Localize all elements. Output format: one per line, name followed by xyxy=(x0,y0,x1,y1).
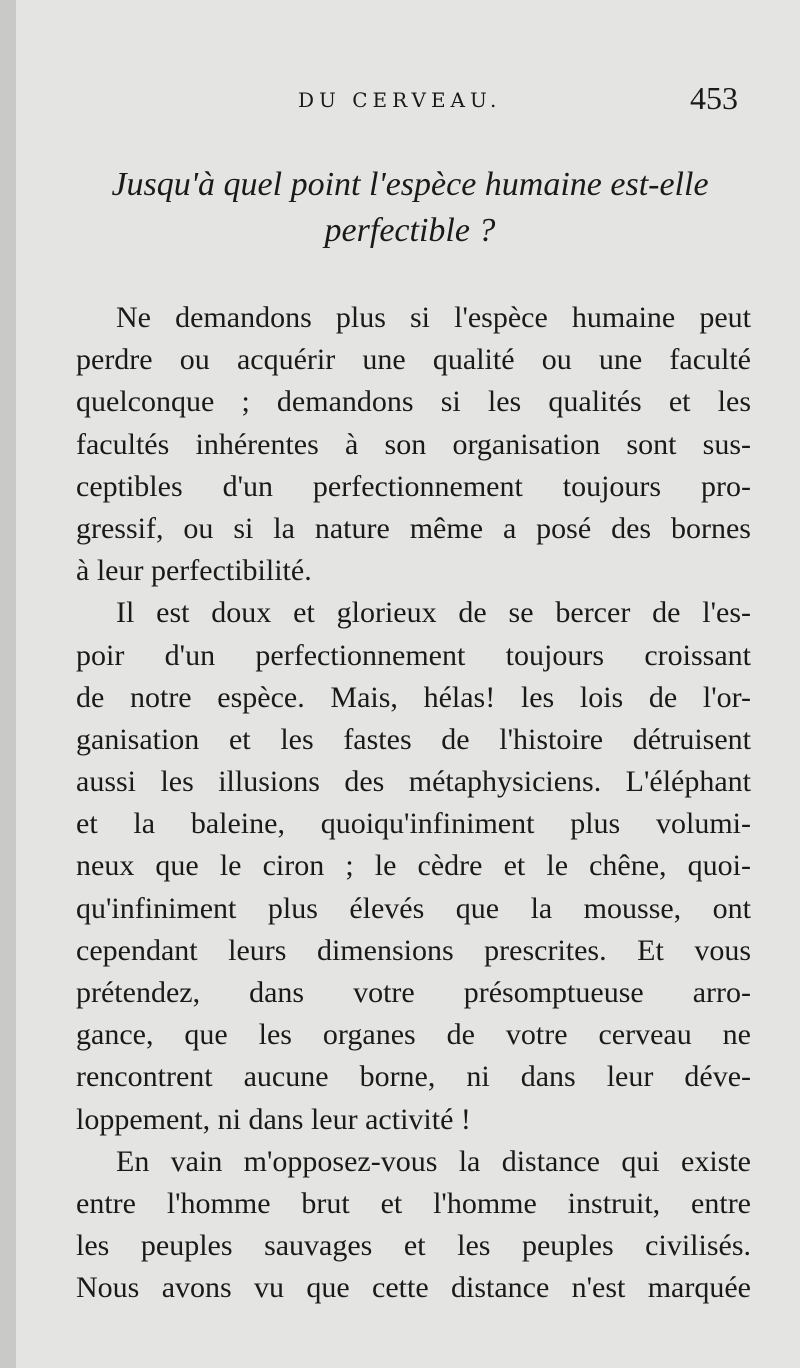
text-line: qu'infiniment plus élevés que la mousse, ont xyxy=(76,891,751,925)
section-title-line: perfectible ? xyxy=(324,212,496,249)
text-line: les peuples sauvages et les peuples civilisés. xyxy=(76,1229,751,1263)
page-number: 453 xyxy=(690,80,738,116)
running-head-title: DU CERVEAU. xyxy=(298,88,502,112)
text-line: perdre ou acquérir une qualité ou une faculté xyxy=(76,343,751,377)
text-line: Il est doux et glorieux de se bercer de l'es- xyxy=(116,596,751,630)
text-line: aussi les illusions des métaphysiciens. L'éléphant xyxy=(76,765,751,799)
text-line: Ne demandons plus si l'espèce humaine peut xyxy=(116,301,751,334)
text-line: En vain m'opposez-vous la distance qui existe xyxy=(116,1144,751,1178)
text-line: ceptibles d'un perfectionnement toujours pro- xyxy=(76,469,751,503)
body-text xyxy=(76,297,751,1310)
text-line: neux que le ciron ; le cèdre et le chêne, quoi- xyxy=(76,849,751,883)
text-line: loppement, ni dans leur activité ! xyxy=(76,1102,471,1136)
text-line: cependant leurs dimensions prescrites. Et vous xyxy=(76,933,751,967)
text-line: entre l'homme brut et l'homme instruit, entre xyxy=(76,1186,751,1220)
text-line: et la baleine, quoiqu'infiniment plus volumi- xyxy=(76,807,751,841)
page-gutter-shadow xyxy=(0,0,16,1368)
text-line: poir d'un perfectionnement toujours croissant xyxy=(76,638,751,672)
text-line: de notre espèce. Mais, hélas! les lois de l'or- xyxy=(76,680,751,714)
text-line: prétendez, dans votre présomptueuse arro- xyxy=(76,976,751,1009)
text-line: ganisation et les fastes de l'histoire détruisent xyxy=(76,722,751,756)
text-line: rencontrent aucune borne, ni dans leur déve- xyxy=(76,1060,751,1094)
section-title-line: Jusqu'à quel point l'espèce humaine est-elle xyxy=(111,166,709,203)
text-line: facultés inhérentes à son organisation sont sus- xyxy=(76,427,751,461)
text-line: gressif, ou si la nature même a posé des bornes xyxy=(76,511,751,545)
text-line: Nous avons vu que cette distance n'est marquée xyxy=(76,1271,751,1305)
text-line: à leur perfectibilité. xyxy=(76,554,312,588)
section-title xyxy=(60,162,760,254)
text-line: gance, que les organes de votre cerveau ne xyxy=(76,1018,751,1052)
text-line: quelconque ; demandons si les qualités et les xyxy=(76,385,751,419)
running-head xyxy=(0,80,800,120)
